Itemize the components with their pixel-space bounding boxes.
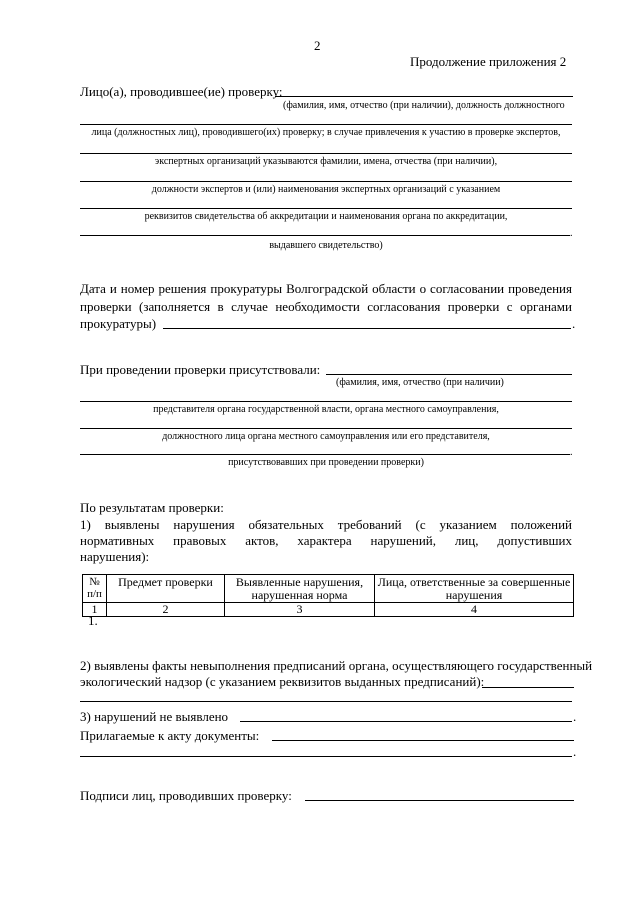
inspector-field-line-4[interactable] (80, 181, 572, 182)
table-header-responsible: Лица, ответственные за совершенные нарушения (375, 575, 574, 603)
attached-field-line[interactable] (272, 740, 574, 741)
inspector-hint-4: должности экспертов и (или) наименования экспертных организаций с указанием (151, 184, 501, 195)
signatures-field-line[interactable] (305, 800, 574, 801)
table-col-number-4: 4 (375, 603, 574, 617)
inspector-hint-5: реквизитов свидетельства об аккредитации и наименования органа по аккредитации, (144, 211, 508, 222)
page-number: 2 (314, 38, 321, 53)
table-header-number: № п/п (83, 575, 107, 603)
inspector-hint-6: выдавшего свидетельство) (269, 240, 383, 251)
results-title: По результатам проверки: (80, 500, 224, 515)
item2-line-1: 2) выявлены факты невыполнения предписаний органа, осуществляющего государственный (80, 658, 593, 673)
item3-field-line[interactable] (240, 721, 572, 722)
inspector-field-line-3[interactable] (80, 153, 572, 154)
inspector-hint-2: лица (должностных лиц), проводившего(их) проверку; в случае привлечения к участию в проверке экспертов, (91, 127, 561, 138)
item2-field-line[interactable] (482, 687, 574, 688)
continuation-note: Продолжение приложения 2 (410, 54, 567, 69)
prosecutor-line-3: прокуратуры) (80, 316, 157, 331)
inspector-label: Лицо(а), проводившее(ие) проверку: (80, 84, 283, 99)
present-hint-2: представителя органа государственной власти, органа местного самоуправления, (153, 404, 499, 415)
table-col-number-1: 1 (83, 603, 107, 617)
table-row (83, 603, 574, 617)
table-header-violations: Выявленные нарушения, нарушенная норма (225, 575, 375, 603)
prosecutor-line-2: проверки (заполняется в случае необходимости согласования проверки с органами (80, 299, 572, 314)
present-field-line[interactable] (326, 374, 572, 375)
results-item1-line-2: нормативных правовых актов, характера нарушений, лиц, допустивших (80, 533, 572, 548)
table-header-subject: Предмет проверки (107, 575, 225, 603)
table-col-number-2: 2 (107, 603, 225, 617)
table-col-number-3: 3 (225, 603, 375, 617)
present-field-line-3[interactable] (80, 428, 572, 429)
inspector-field-line-2[interactable] (80, 124, 572, 125)
inspector-field-line-5[interactable] (80, 208, 572, 209)
line-end-dot: . (573, 709, 577, 724)
present-hint-4: присутствовавших при проведении проверки) (228, 457, 424, 468)
present-field-line-4[interactable] (80, 454, 570, 455)
item2-line-2: экологический надзор (с указанием реквизитов выданных предписаний): (80, 674, 485, 689)
present-label: При проведении проверки присутствовали: (80, 362, 321, 377)
line-end-dot: . (572, 316, 576, 331)
present-field-line-2[interactable] (80, 401, 572, 402)
line-end-dot: . (570, 228, 573, 239)
line-end-dot: . (573, 744, 577, 759)
inspector-field-line-6[interactable] (80, 235, 570, 236)
inspector-hint-1: (фамилия, имя, отчество (при наличии), должность должностного (283, 100, 565, 111)
present-hint-1: (фамилия, имя, отчество (при наличии) (336, 377, 504, 388)
line-end-dot: . (570, 447, 573, 458)
table-header-row (83, 575, 574, 603)
results-item1-line-3: нарушения): (80, 549, 150, 564)
table-row-marker: 1. (88, 613, 98, 628)
attached-field-line-2[interactable] (80, 756, 572, 757)
item3-label: 3) нарушений не выявлено (80, 709, 229, 724)
results-item1-line-1: 1) выявлены нарушения обязательных требований (с указанием положений (80, 517, 572, 532)
prosecutor-field-line[interactable] (163, 328, 571, 329)
violations-table (82, 574, 574, 617)
prosecutor-line-1: Дата и номер решения прокуратуры Волгоградской области о согласовании проведения (80, 281, 572, 296)
signatures-label: Подписи лиц, проводивших проверку: (80, 788, 292, 803)
present-hint-3: должностного лица органа местного самоуправления или его представителя, (162, 431, 490, 442)
inspector-field-line[interactable] (275, 96, 573, 97)
attached-label: Прилагаемые к акту документы: (80, 728, 260, 743)
inspector-hint-3: экспертных организаций указываются фамилии, имена, отчества (при наличии), (154, 156, 498, 167)
item2-field-line-2[interactable] (80, 701, 572, 702)
